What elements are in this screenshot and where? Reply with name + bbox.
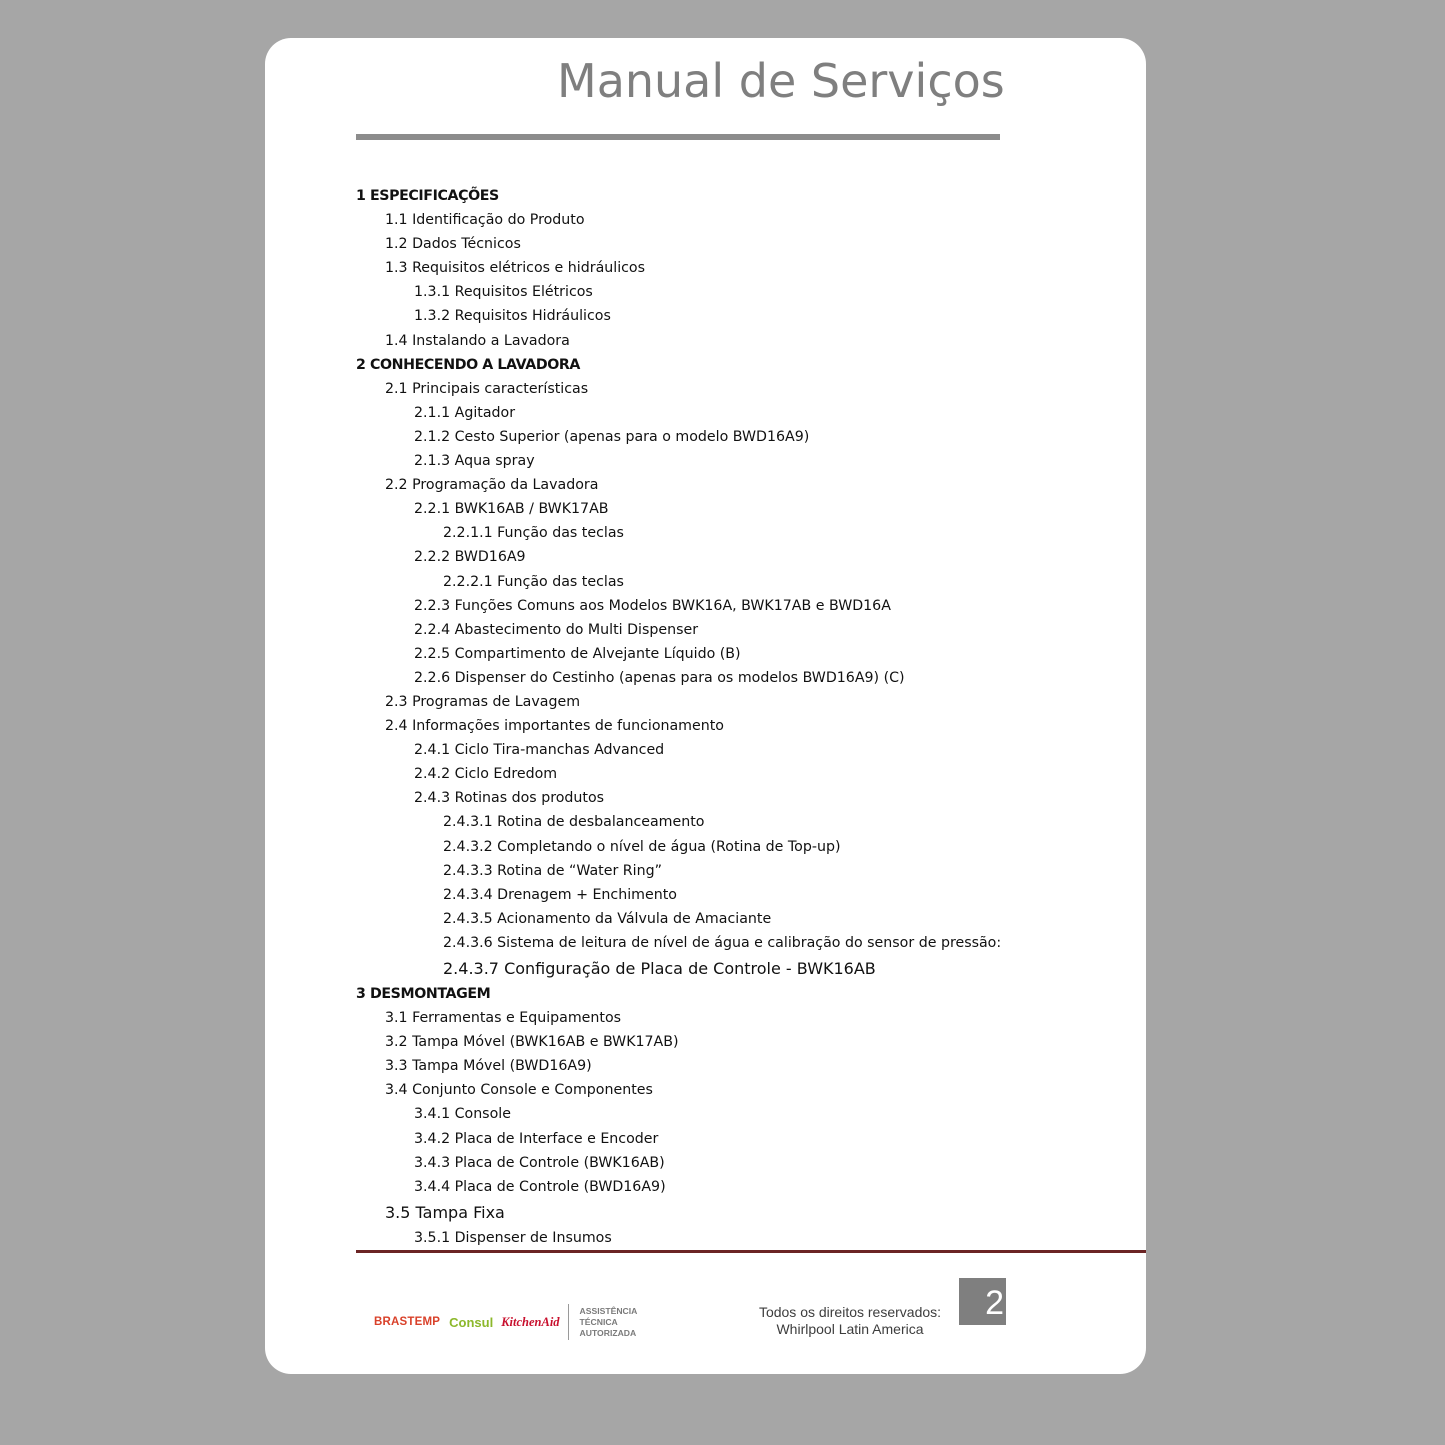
toc-entry[interactable]: 2.4 Informações importantes de funcionamento xyxy=(385,718,724,735)
toc-entry[interactable]: 2.4.2 Ciclo Edredom xyxy=(414,766,558,783)
toc-entry[interactable]: 2.2.2 BWD16A9 xyxy=(414,549,526,566)
rights-line: Todos os direitos reservados: xyxy=(758,1304,942,1320)
consul-logo: Consul xyxy=(449,1314,494,1330)
toc-entry[interactable]: 2.4.3.2 Completando o nível de água (Rotina de Top-up) xyxy=(443,838,841,855)
brand-logos xyxy=(374,1302,637,1342)
toc-entry[interactable]: 1.3.1 Requisitos Elétricos xyxy=(414,284,593,301)
toc-entry[interactable]: 2.4.3.6 Sistema de leitura de nível de água e calibração do sensor de pressão: xyxy=(443,934,1002,951)
toc-entry[interactable]: 3.4.4 Placa de Controle (BWD16A9) xyxy=(414,1178,666,1195)
toc-entry[interactable]: 2.2 Programação da Lavadora xyxy=(385,477,599,494)
rights-notice xyxy=(743,1304,957,1338)
footer-divider xyxy=(356,1250,1146,1253)
toc-entry[interactable]: 1.1 Identificação do Produto xyxy=(385,212,585,229)
document-page xyxy=(265,38,1146,1374)
toc-entry[interactable]: 2.2.3 Funções Comuns aos Modelos BWK16A, BWK17AB e BWD16A xyxy=(414,597,891,614)
toc-entry[interactable]: 2.1 Principais características xyxy=(385,380,589,397)
title-divider xyxy=(356,134,1000,140)
toc-entry[interactable]: 2.1.2 Cesto Superior (apenas para o modelo BWD16A9) xyxy=(414,428,810,445)
toc-entry[interactable]: 3.5 Tampa Fixa xyxy=(385,1202,505,1222)
toc-entry[interactable]: 1.2 Dados Técnicos xyxy=(385,236,521,253)
kitchenaid-logo: KitchenAid xyxy=(501,1314,560,1329)
toc-entry[interactable]: 2.4.3 Rotinas dos produtos xyxy=(414,790,605,807)
page-number: 2 xyxy=(959,1278,1006,1325)
toc-entry[interactable]: 2.4.3.1 Rotina de desbalanceamento xyxy=(443,814,705,831)
toc-entry[interactable]: 3.4.3 Placa de Controle (BWK16AB) xyxy=(414,1154,665,1171)
toc-entry[interactable]: 2.2.2.1 Função das teclas xyxy=(443,573,624,590)
page-title: Manual de Serviços xyxy=(557,54,1005,108)
toc-entry[interactable]: 2.1.1 Agitador xyxy=(414,404,516,421)
assistance-line: ASSISTÊNCIA xyxy=(579,1305,638,1316)
toc-entry[interactable]: 3.4.2 Placa de Interface e Encoder xyxy=(414,1130,659,1147)
toc-entry[interactable]: 2.4.3.4 Drenagem + Enchimento xyxy=(443,886,677,903)
toc-entry[interactable]: 2.2.4 Abastecimento do Multi Dispenser xyxy=(414,621,699,638)
toc-entry[interactable]: 3.3 Tampa Móvel (BWD16A9) xyxy=(385,1058,592,1075)
toc-entry[interactable]: 3.5.1 Dispenser de Insumos xyxy=(414,1229,612,1246)
toc-entry[interactable]: 2.4.3.3 Rotina de “Water Ring” xyxy=(443,862,662,879)
toc-entry[interactable]: 2.4.1 Ciclo Tira-manchas Advanced xyxy=(414,742,665,759)
toc-entry[interactable]: 2.2.6 Dispenser do Cestinho (apenas para os modelos BWD16A9) (C) xyxy=(414,669,905,686)
toc-entry[interactable]: 2.4.3.7 Configuração de Placa de Controle - BWK16AB xyxy=(443,959,876,978)
toc-section-heading[interactable]: 3 DESMONTAGEM xyxy=(356,986,491,1002)
toc-entry[interactable]: 2.3 Programas de Lavagem xyxy=(385,693,581,710)
company-name: Whirlpool Latin America xyxy=(776,1321,924,1337)
toc-section-heading[interactable]: 2 CONHECENDO A LAVADORA xyxy=(356,356,580,373)
table-of-contents xyxy=(356,184,1136,1250)
toc-entry[interactable]: 3.4 Conjunto Console e Componentes xyxy=(385,1082,653,1099)
toc-entry[interactable]: 3.2 Tampa Móvel (BWK16AB e BWK17AB) xyxy=(385,1034,679,1051)
assistance-line: AUTORIZADA xyxy=(579,1327,637,1338)
logo-divider xyxy=(568,1304,569,1340)
toc-entry[interactable]: 2.1.3 Aqua spray xyxy=(414,453,535,470)
toc-entry[interactable]: 1.3.2 Requisitos Hidráulicos xyxy=(414,308,611,325)
assistance-line: TÉCNICA xyxy=(579,1316,618,1327)
toc-entry[interactable]: 2.2.5 Compartimento de Alvejante Líquido (B) xyxy=(414,645,741,662)
toc-entry[interactable]: 1.4 Instalando a Lavadora xyxy=(385,332,570,349)
toc-entry[interactable]: 3.1 Ferramentas e Equipamentos xyxy=(385,1010,622,1027)
toc-entry[interactable]: 2.4.3.5 Acionamento da Válvula de Amaciante xyxy=(443,910,772,927)
brastemp-logo: BRASTEMP xyxy=(374,1316,441,1328)
toc-entry[interactable]: 3.4.1 Console xyxy=(414,1106,511,1123)
toc-section-heading[interactable]: 1 ESPECIFICAÇÕES xyxy=(356,188,499,204)
assistance-label xyxy=(580,1306,638,1339)
toc-entry[interactable]: 1.3 Requisitos elétricos e hidráulicos xyxy=(385,260,646,277)
toc-entry[interactable]: 2.2.1.1 Função das teclas xyxy=(443,525,624,542)
toc-entry[interactable]: 2.2.1 BWK16AB / BWK17AB xyxy=(414,501,609,518)
